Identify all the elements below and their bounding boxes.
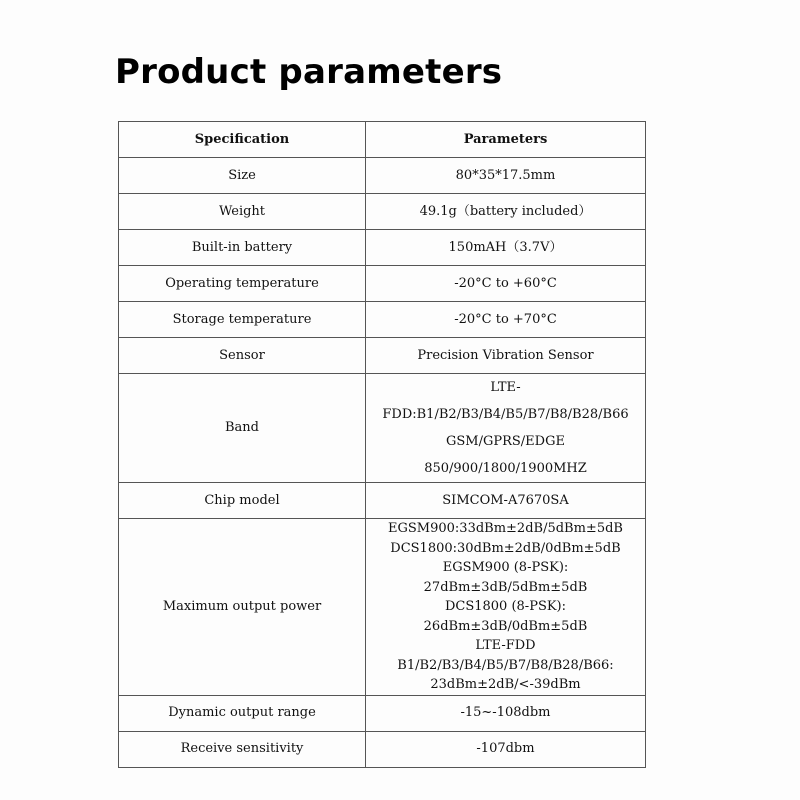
table-row bbox=[119, 302, 646, 338]
value-sensor: Precision Vibration Sensor bbox=[366, 338, 646, 374]
value-battery: 150mAH（3.7V） bbox=[366, 230, 646, 266]
table-row bbox=[119, 374, 646, 483]
table-row bbox=[119, 230, 646, 266]
value-receive-sensitivity: -107dbm bbox=[366, 731, 646, 767]
table-row bbox=[119, 731, 646, 767]
spec-sensor: Sensor bbox=[119, 338, 366, 374]
power-line: 27dBm±3dB/5dBm±5dB bbox=[423, 579, 588, 595]
spec-dynamic-output-range: Dynamic output range bbox=[119, 695, 366, 731]
value-chip-model: SIMCOM-A7670SA bbox=[366, 483, 646, 519]
header-specification: Specification bbox=[119, 122, 366, 158]
value-max-output-power bbox=[366, 519, 646, 696]
value-band bbox=[366, 374, 646, 483]
table-row bbox=[119, 338, 646, 374]
table-row bbox=[119, 266, 646, 302]
table-row bbox=[119, 519, 646, 696]
spec-size: Size bbox=[119, 158, 366, 194]
spec-battery: Built-in battery bbox=[119, 230, 366, 266]
value-size: 80*35*17.5mm bbox=[366, 158, 646, 194]
band-line: 850/900/1800/1900MHZ bbox=[424, 461, 587, 476]
spec-storage-temperature: Storage temperature bbox=[119, 302, 366, 338]
band-line: GSM/GPRS/EDGE bbox=[446, 434, 565, 449]
power-line: EGSM900 (8-PSK): bbox=[442, 560, 569, 575]
power-line: 23dBm±2dB/<-39dBm bbox=[430, 677, 581, 692]
power-line: DCS1800 (8-PSK): bbox=[444, 599, 567, 614]
table-row bbox=[119, 158, 646, 194]
spec-chip-model: Chip model bbox=[119, 483, 366, 519]
power-line: EGSM900:33dBm±2dB/5dBm±5dB bbox=[388, 521, 623, 536]
value-weight: 49.1g（battery included） bbox=[366, 194, 646, 230]
spec-operating-temperature: Operating temperature bbox=[119, 266, 366, 302]
spec-max-output-power: Maximum output power bbox=[119, 519, 366, 696]
value-operating-temperature: -20°C to +60°C bbox=[366, 266, 646, 302]
band-line: LTE-FDD:B1/B2/B3/B4/B5/B7/B8/B28/B66 bbox=[382, 380, 629, 422]
table-row bbox=[119, 483, 646, 519]
header-parameters: Parameters bbox=[366, 122, 646, 158]
spec-receive-sensitivity: Receive sensitivity bbox=[119, 731, 366, 767]
parameters-table bbox=[118, 121, 646, 768]
value-storage-temperature: -20°C to +70°C bbox=[366, 302, 646, 338]
power-line: B1/B2/B3/B4/B5/B7/B8/B28/B66: bbox=[397, 657, 614, 673]
page-title: Product parameters bbox=[115, 52, 503, 92]
power-line: DCS1800:30dBm±2dB/0dBm±5dB bbox=[390, 540, 621, 556]
spec-weight: Weight bbox=[119, 194, 366, 230]
power-line: LTE-FDD bbox=[475, 638, 536, 653]
value-dynamic-output-range: -15~-108dbm bbox=[366, 695, 646, 731]
table-row bbox=[119, 194, 646, 230]
spec-band: Band bbox=[119, 374, 366, 483]
power-line: 26dBm±3dB/0dBm±5dB bbox=[423, 618, 588, 634]
table-header-row bbox=[119, 122, 646, 158]
table-row bbox=[119, 695, 646, 731]
